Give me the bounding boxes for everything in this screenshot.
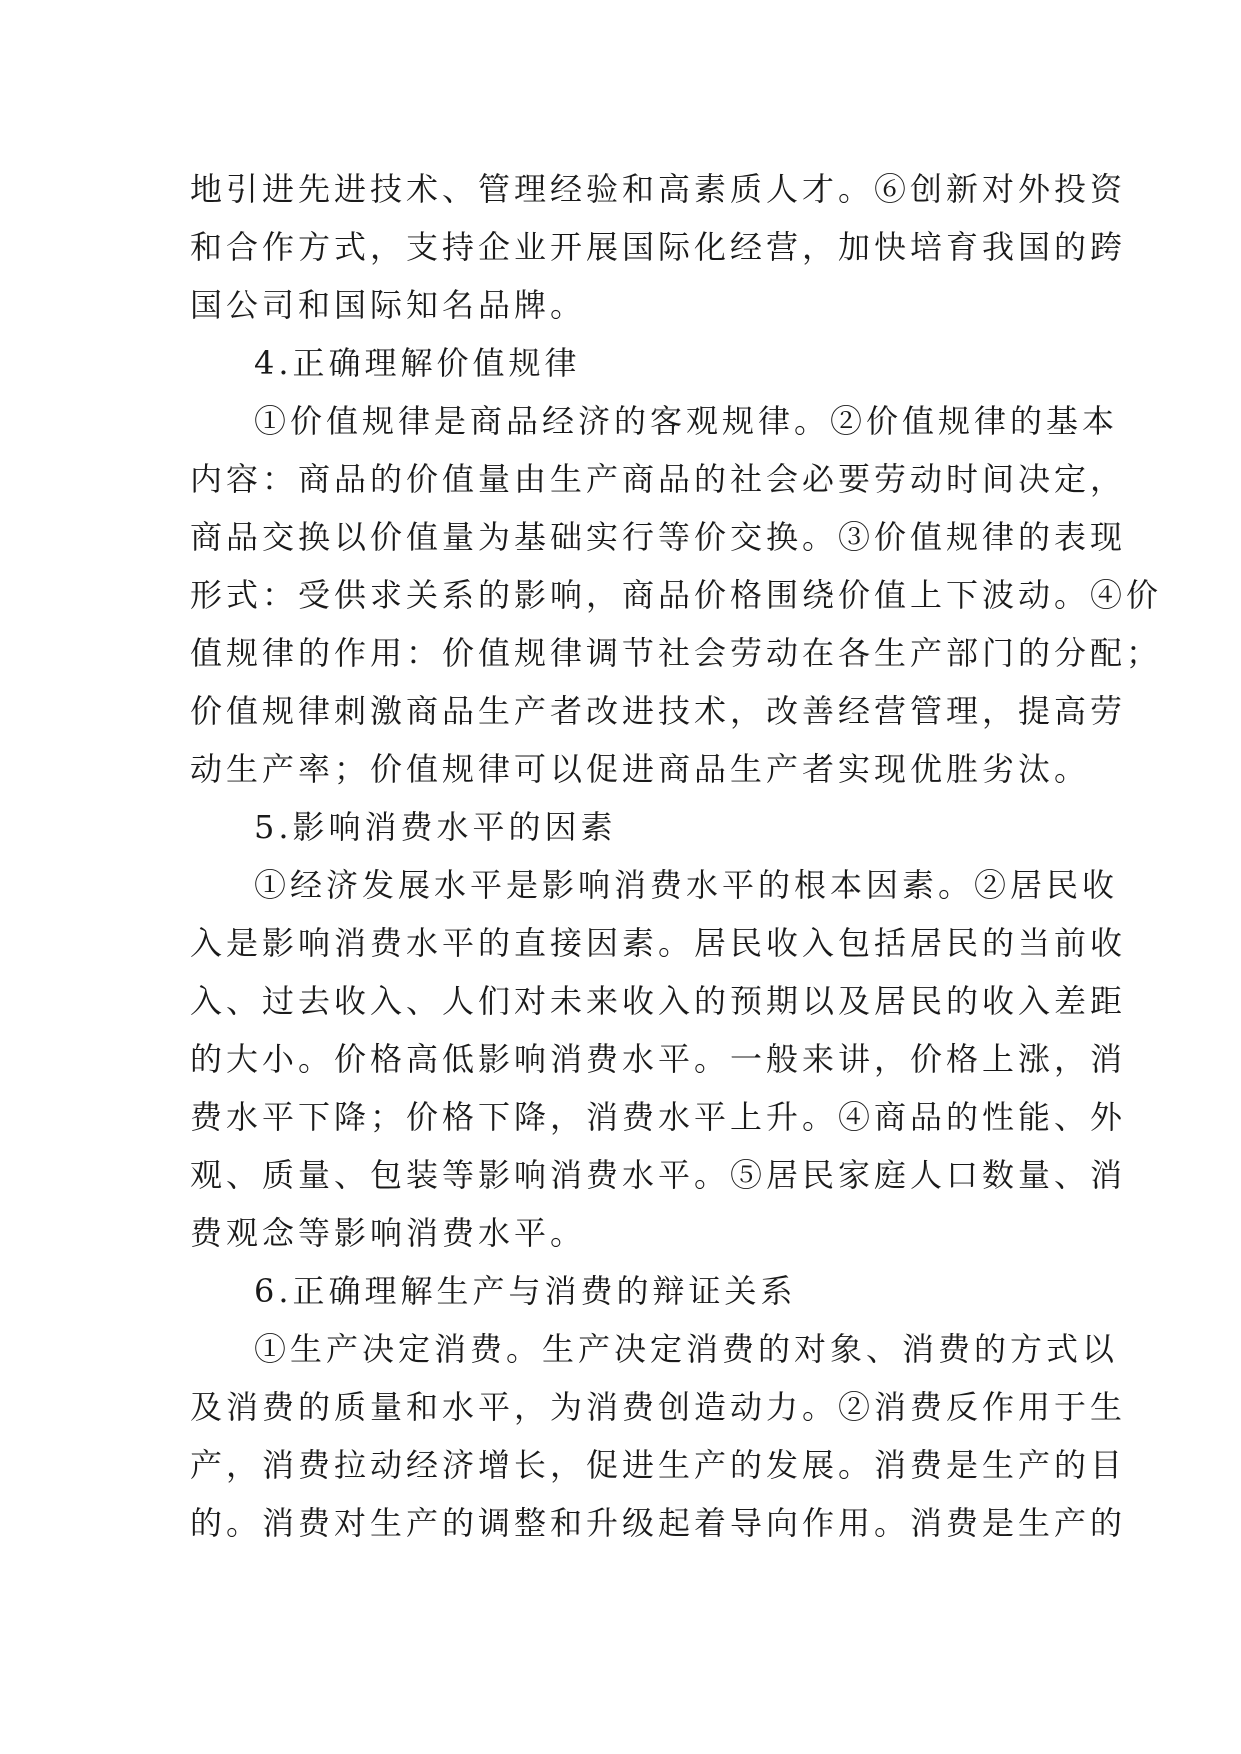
text-line: 的大小。价格高低影响消费水平。一般来讲，价格上涨，消: [190, 1040, 1127, 1078]
text-line: 商品交换以价值量为基础实行等价交换。③价值规律的表现: [190, 518, 1127, 556]
document-page: [190, 160, 1163, 1552]
text-line: 入、过去收入、人们对未来收入的预期以及居民的收入差距: [190, 982, 1127, 1020]
text-line: 国公司和国际知名品牌。: [190, 286, 587, 324]
section-heading: 5.影响消费水平的因素: [254, 808, 617, 846]
text-line: 入是影响消费水平的直接因素。居民收入包括居民的当前收: [190, 924, 1127, 962]
text-line: 的。消费对生产的调整和升级起着导向作用。消费是生产的: [190, 1504, 1127, 1542]
section-heading: 6.正确理解生产与消费的辩证关系: [254, 1272, 797, 1310]
text-line: 费观念等影响消费水平。: [190, 1214, 587, 1252]
text-line: 形式：受供求关系的影响，商品价格围绕价值上下波动。④价: [190, 576, 1163, 614]
section-heading: 4.正确理解价值规律: [254, 344, 581, 382]
paragraph-start: ①价值规律是商品经济的客观规律。②价值规律的基本: [254, 402, 1119, 440]
text-line: 及消费的质量和水平，为消费创造动力。②消费反作用于生: [190, 1388, 1127, 1426]
text-line: 值规律的作用：价值规律调节社会劳动在各生产部门的分配；: [190, 634, 1163, 672]
paragraph-start: ①生产决定消费。生产决定消费的对象、消费的方式以: [254, 1330, 1119, 1368]
text-line: 产，消费拉动经济增长，促进生产的发展。消费是生产的目: [190, 1446, 1127, 1484]
text-line: 内容：商品的价值量由生产商品的社会必要劳动时间决定，: [190, 460, 1127, 498]
text-line: 观、质量、包装等影响消费水平。⑤居民家庭人口数量、消: [190, 1156, 1127, 1194]
text-line: 地引进先进技术、管理经验和高素质人才。⑥创新对外投资: [190, 170, 1127, 208]
paragraph-start: ①经济发展水平是影响消费水平的根本因素。②居民收: [254, 866, 1119, 904]
text-line: 动生产率；价值规律可以促进商品生产者实现优胜劣汰。: [190, 750, 1091, 788]
text-line: 和合作方式，支持企业开展国际化经营，加快培育我国的跨: [190, 228, 1127, 266]
text-line: 价值规律刺激商品生产者改进技术，改善经营管理，提高劳: [190, 692, 1127, 730]
text-line: 费水平下降；价格下降，消费水平上升。④商品的性能、外: [190, 1098, 1127, 1136]
